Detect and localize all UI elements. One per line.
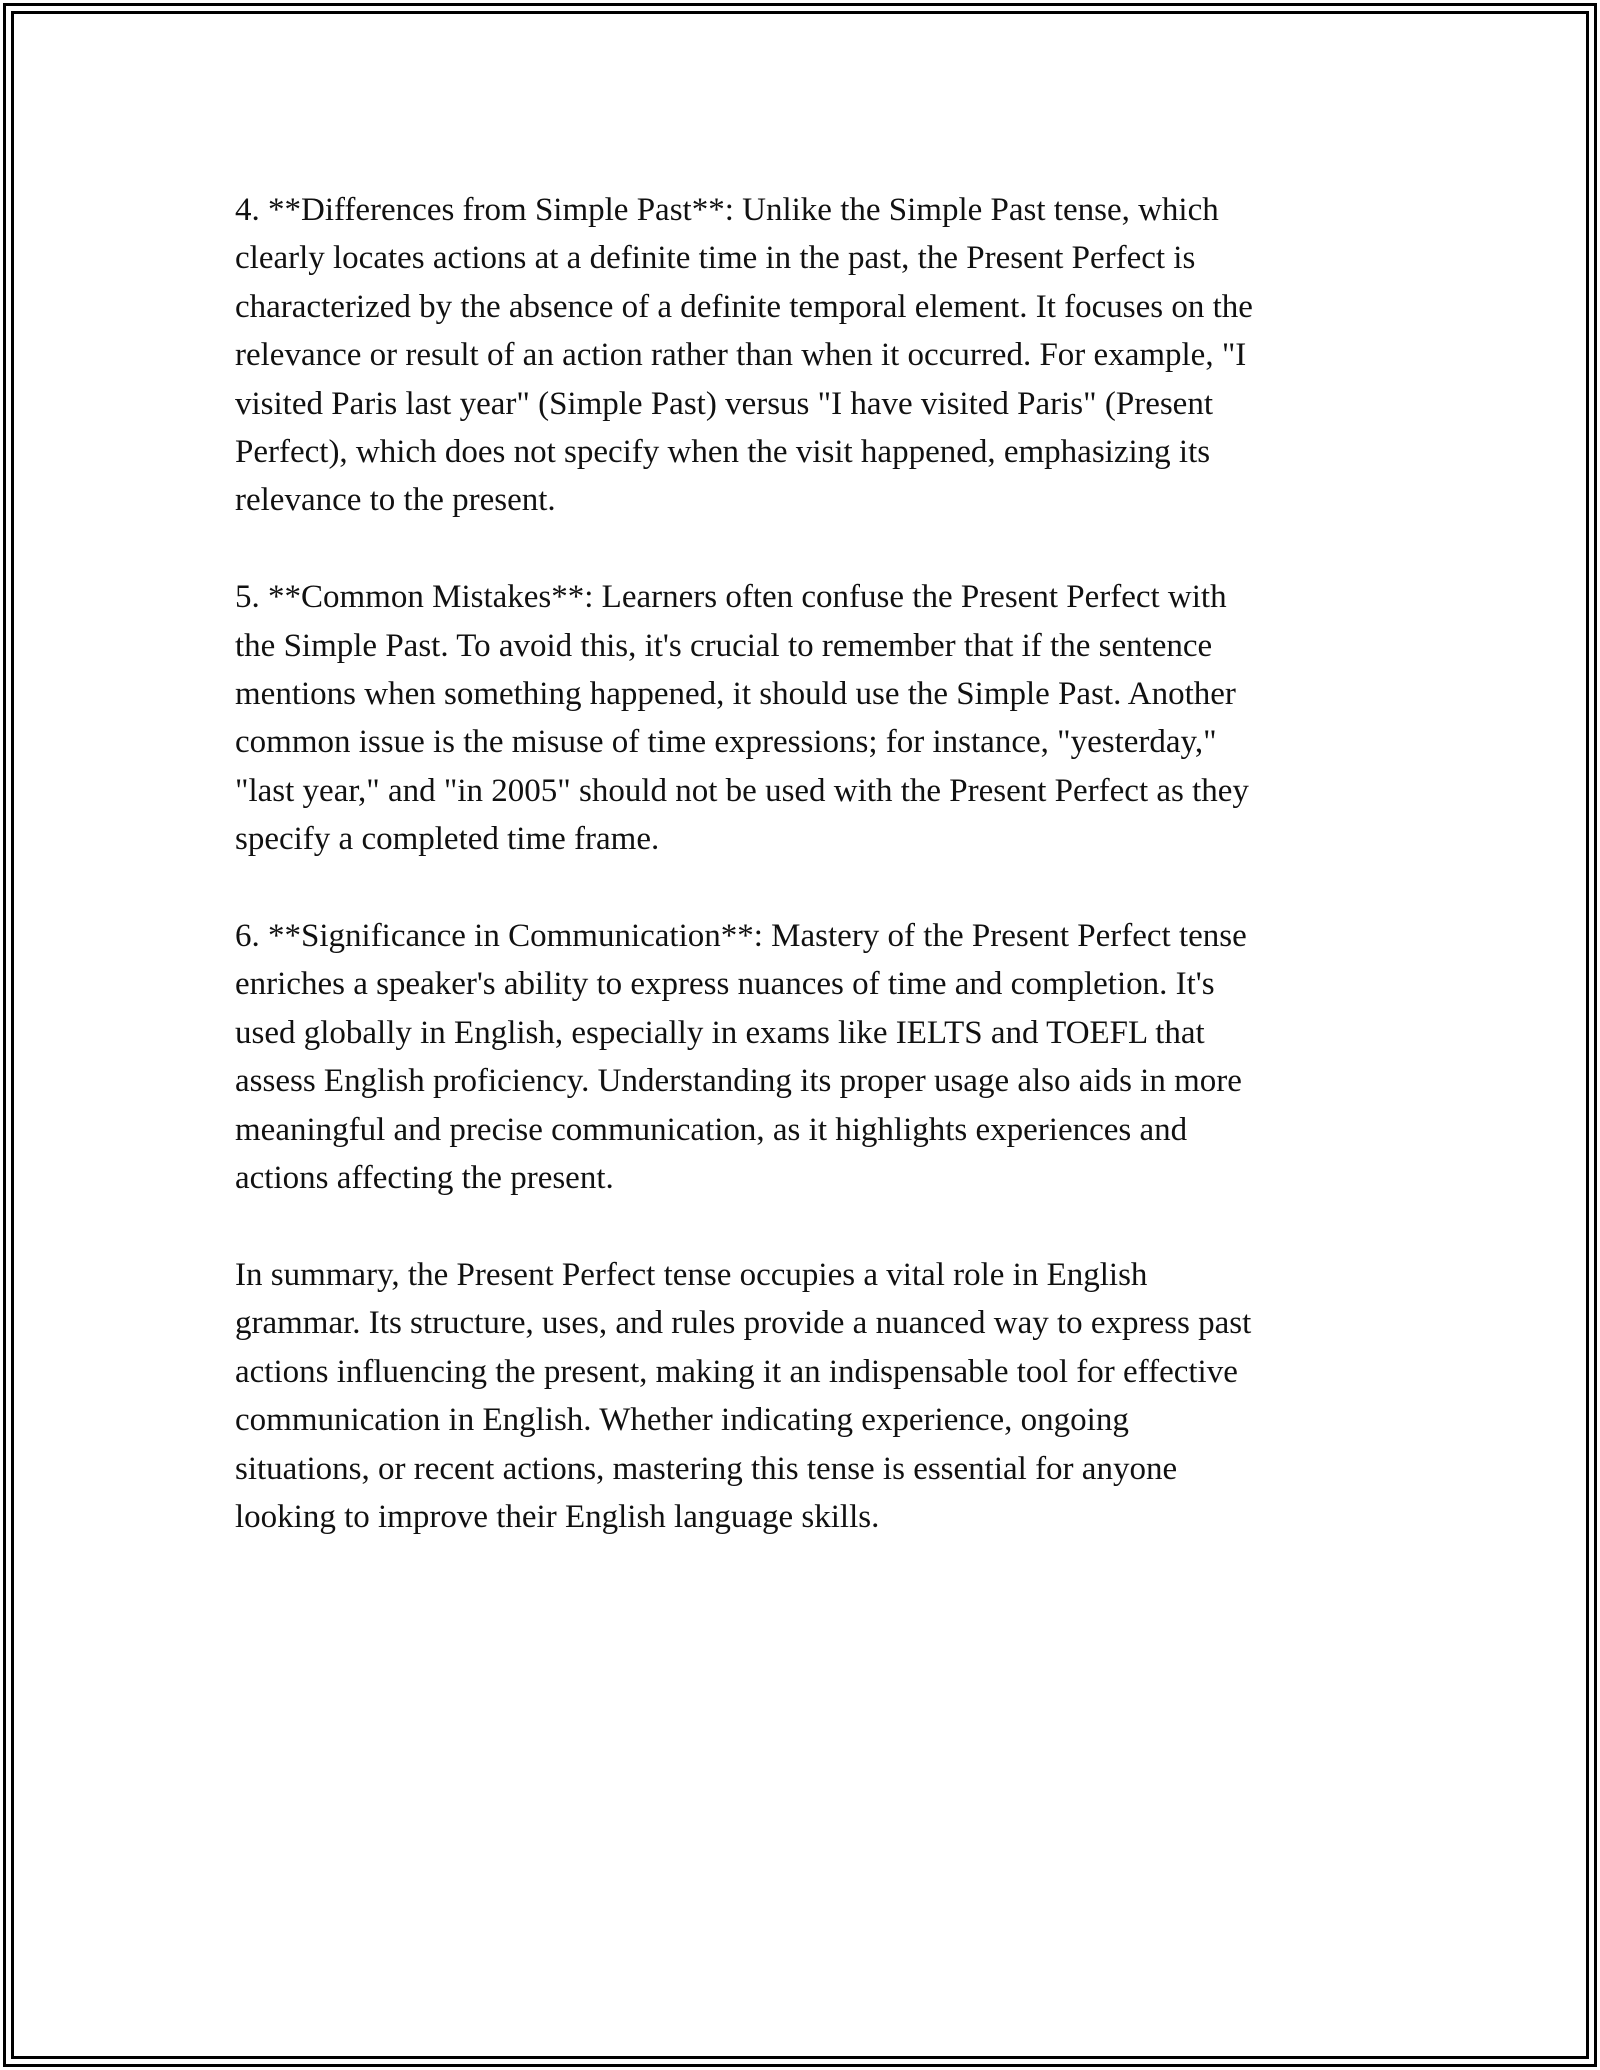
paragraph-common-mistakes: 5. **Common Mistakes**: Learners often confuse the Present Perfect with the Simple Past. To avoid this, it's crucial to remember that if the sentence mentions when something happened, it should use the Simple Past. Another common issue is the misuse of time expressions; for instance, "yesterday," "last year," and "in 2005" should not be used with the Present Perfect as they specify a completed time frame. <box>235 579 1249 858</box>
document-body <box>235 186 1395 1590</box>
paragraph-summary: In summary, the Present Perfect tense occupies a vital role in English grammar. Its structure, uses, and rules provide a nuanced way to express past actions influencing the present, making it an indispensable tool for effective communication in English. Whether indicating experience, ongoing situations, or recent actions, mastering this tense is essential for anyone looking to improve their English language skills. <box>235 1256 1252 1535</box>
paragraph-differences-from-simple-past: 4. **Differences from Simple Past**: Unlike the Simple Past tense, which clearly locates actions at a definite time in the past, the Present Perfect is characterized by the absence of a definite temporal element. It focuses on the relevance or result of an action rather than when it occurred. For example, "I visited Paris last year" (Simple Past) versus "I have visited Paris" (Present Perfect), which does not specify when the visit happened, emphasizing its relevance to the present. <box>235 192 1253 519</box>
paragraph-significance-in-communication: 6. **Significance in Communication**: Mastery of the Present Perfect tense enriches a speaker's ability to express nuances of time and completion. It's used globally in English, especially in exams like IELTS and TOEFL that assess English proficiency. Understanding its proper usage also aids in more meaningful and precise communication, as it highlights experiences and actions affecting the present. <box>235 918 1247 1197</box>
